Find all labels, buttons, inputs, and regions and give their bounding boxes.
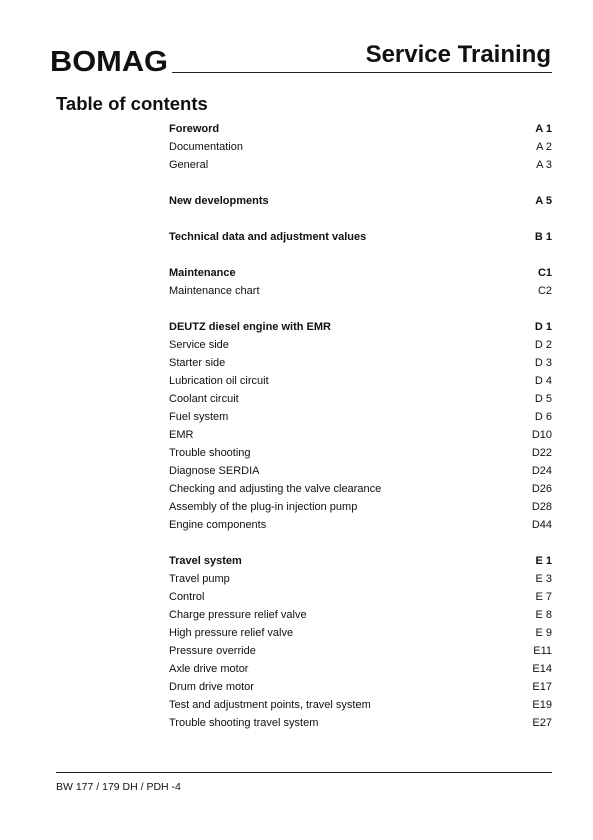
toc-entry-page: E27	[532, 717, 552, 729]
logo-text: BOMAG	[50, 46, 168, 74]
toc-entry	[169, 624, 552, 642]
toc-entry-page: E17	[532, 681, 552, 693]
toc-entry-page: A 3	[536, 159, 552, 171]
toc-entry-label: Fuel system	[169, 411, 229, 423]
toc-entry-page: E11	[533, 645, 552, 657]
page-header	[0, 0, 593, 80]
toc-entry	[169, 228, 552, 246]
toc-entry-page: A 1	[535, 123, 552, 135]
toc-entry	[169, 282, 552, 300]
toc-entry	[169, 372, 552, 390]
toc-entry	[169, 390, 552, 408]
toc-entry	[169, 354, 552, 372]
toc-entry	[169, 120, 552, 138]
toc-entry	[169, 498, 552, 516]
toc-entry-page: D22	[531, 447, 552, 459]
toc-entry-page: D24	[531, 465, 552, 477]
toc-entry-page: D10	[531, 429, 552, 441]
toc-entry-page: E 1	[535, 555, 552, 567]
toc-entry-label: Pressure override	[169, 645, 256, 657]
footer-divider	[56, 772, 552, 773]
toc-entry	[169, 696, 552, 714]
toc-entry-label: Control	[169, 591, 205, 603]
toc-entry	[169, 264, 552, 282]
toc-entry-page: C2	[537, 285, 552, 297]
toc-entry-label: Axle drive motor	[169, 663, 249, 675]
toc-entry-label: Service side	[169, 339, 229, 351]
toc-entry-page: D 4	[534, 375, 552, 387]
toc-entry-label: DEUTZ diesel engine with EMR	[169, 321, 331, 333]
toc-entry-label: New developments	[169, 195, 269, 207]
toc-entry	[169, 678, 552, 696]
toc-entry-page: B 1	[534, 231, 552, 243]
bomag-logo	[50, 46, 170, 74]
toc-entry-label: Maintenance chart	[169, 285, 260, 297]
toc-entry	[169, 156, 552, 174]
toc-entry	[169, 462, 552, 480]
toc-entry	[169, 336, 552, 354]
toc-entry-label: Travel pump	[169, 573, 230, 585]
toc-entry-page: E19	[532, 699, 552, 711]
toc-entry-page: D 6	[534, 411, 552, 423]
toc-entry-label: High pressure relief valve	[169, 627, 294, 639]
toc-entry-label: Travel system	[169, 555, 242, 567]
toc-entry	[169, 426, 552, 444]
toc-entry-page: D 2	[534, 339, 552, 351]
toc-entry	[169, 642, 552, 660]
toc-entry	[169, 606, 552, 624]
toc-entry-label: Assembly of the plug-in injection pump	[169, 501, 358, 513]
toc-entry-page: D 1	[534, 321, 552, 333]
toc-entry-page: A 2	[536, 141, 552, 153]
toc-entry-label: Foreword	[169, 123, 220, 135]
toc-entry	[169, 444, 552, 462]
toc-entry-page: D26	[531, 483, 552, 495]
toc-entry-label: Technical data and adjustment values	[169, 231, 367, 243]
toc-entry-label: Starter side	[169, 357, 226, 369]
toc-entry-page: C1	[537, 267, 552, 279]
toc-entry	[169, 552, 552, 570]
toc-entry	[169, 588, 552, 606]
toc-entry-page: E 9	[535, 627, 552, 639]
toc-entry	[169, 408, 552, 426]
toc-entry-label: Trouble shooting	[169, 447, 251, 459]
toc-entry-label: EMR	[169, 429, 194, 441]
toc-entry-page: E 7	[535, 591, 552, 603]
toc-entry	[169, 714, 552, 732]
toc-entry	[169, 480, 552, 498]
toc-entry-label: Charge pressure relief valve	[169, 609, 307, 621]
toc-entry-label: Documentation	[169, 141, 243, 153]
toc-entry	[169, 570, 552, 588]
toc-entry-page: E 3	[535, 573, 552, 585]
header-divider	[172, 72, 552, 73]
toc-entry-page: D 3	[534, 357, 552, 369]
table-of-contents	[169, 120, 552, 732]
toc-entry-label: Maintenance	[169, 267, 236, 279]
toc-entry-label: Diagnose SERDIA	[169, 465, 260, 477]
toc-entry-label: Lubrication oil circuit	[169, 375, 269, 387]
toc-entry-label: General	[169, 159, 209, 171]
toc-entry-label: Drum drive motor	[169, 681, 254, 693]
toc-entry-page: A 5	[535, 195, 552, 207]
toc-entry-label: Engine components	[169, 519, 267, 531]
toc-entry-page: E14	[532, 663, 552, 675]
header-title: Service Training	[365, 41, 551, 68]
toc-entry	[169, 318, 552, 336]
toc-entry-label: Checking and adjusting the valve clearance	[169, 483, 382, 495]
toc-entry-page: D44	[531, 519, 552, 531]
toc-entry-page: D 5	[534, 393, 552, 405]
toc-entry-page: D28	[531, 501, 552, 513]
footer-text: BW 177 / 179 DH / PDH -4	[56, 781, 181, 793]
toc-entry-page: E 8	[535, 609, 552, 621]
toc-entry	[169, 192, 552, 210]
toc-entry-label: Trouble shooting travel system	[169, 717, 319, 729]
toc-entry	[169, 516, 552, 534]
toc-entry	[169, 660, 552, 678]
toc-entry-label: Test and adjustment points, travel system	[169, 699, 371, 711]
toc-entry	[169, 138, 552, 156]
toc-entry-label: Coolant circuit	[169, 393, 239, 405]
page-title: Table of contents	[56, 93, 208, 114]
